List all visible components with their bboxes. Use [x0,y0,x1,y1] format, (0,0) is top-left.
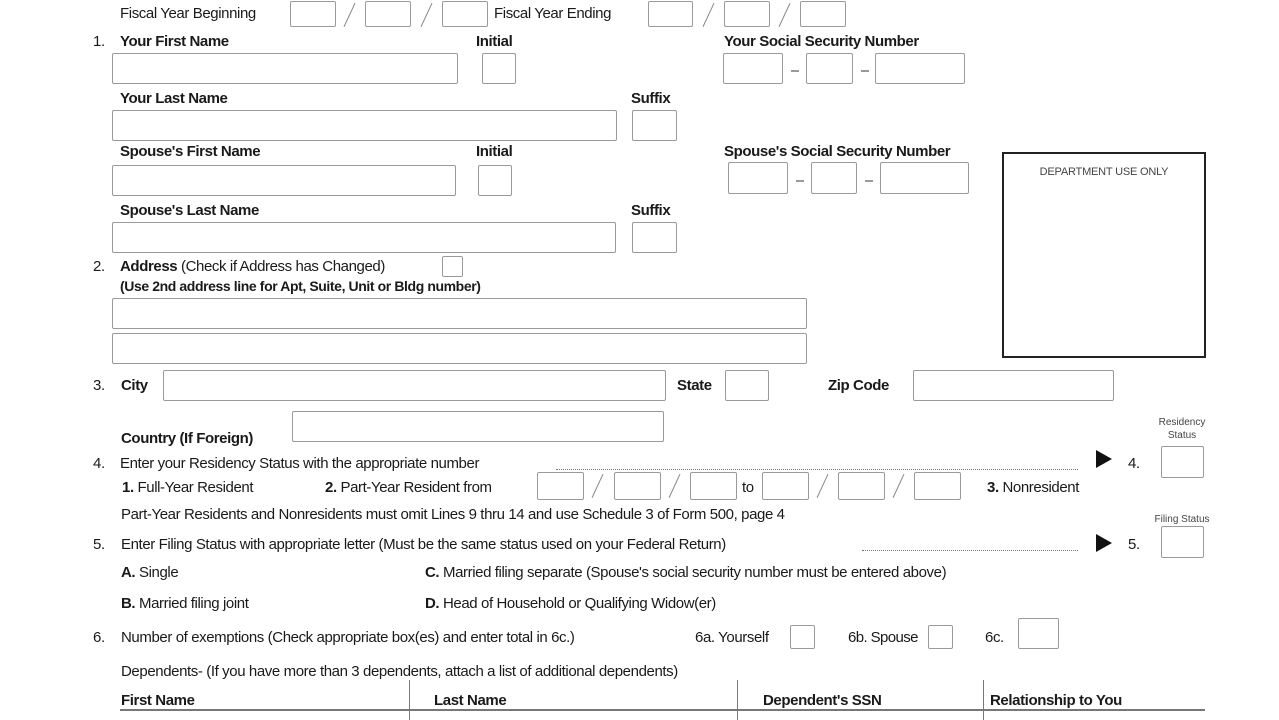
fiscal-begin-day-input[interactable] [365,1,411,27]
spouse-first-name-input[interactable] [112,165,456,196]
option-d-letter: D. [425,595,440,612]
residency-label-2: Status [1167,430,1197,441]
part-year-to-year-input[interactable] [914,472,961,500]
city-label: City [121,377,148,394]
address-changed-checkbox[interactable] [442,256,463,277]
address-label [120,259,385,274]
line-4-box-label: 4. [1128,455,1140,472]
option-c-letter: C. [425,564,440,581]
ssn-part3-input[interactable] [875,53,965,84]
residency-status-input[interactable] [1161,446,1204,478]
last-name-label: Your Last Name [120,90,228,107]
spouse-last-name-input[interactable] [112,222,616,253]
option-2-number: 2. [325,479,337,496]
fiscal-end-year-input[interactable] [800,1,846,27]
slash [669,474,681,498]
option-1-text: Full-Year Resident [133,479,254,496]
dotted-leader [862,550,1078,551]
option-part-year [325,480,492,495]
fiscal-begin-year-input[interactable] [442,1,488,27]
address-changed-note: (Check if Address has Changed) [177,258,385,275]
line-5-box-label: 5. [1128,536,1140,553]
exemption-total-input[interactable] [1018,618,1059,649]
initial-label: Initial [476,33,513,50]
exemption-yourself-label: 6a. Yourself [695,629,769,646]
spouse-last-name-label: Spouse's Last Name [120,202,259,219]
option-c-text: Married filing separate (Spouse's social security number must be entered above) [439,564,947,581]
exemptions-instruction: Number of exemptions (Check appropriate box(es) and enter total in 6c.) [121,629,575,646]
residency-status-side-label [1150,416,1214,442]
filing-option-b [121,596,249,611]
dependents-note: Dependents- (If you have more than 3 dependents, attach a list of additional dependents) [121,663,678,680]
option-nonresident [987,480,1079,495]
slash [779,3,791,27]
option-full-year [122,480,253,495]
first-name-input[interactable] [112,53,458,84]
country-input[interactable] [292,411,664,442]
part-year-note: Part-Year Residents and Nonresidents must omit Lines 9 thru 14 and use Schedule 3 of Form 500, page 4 [121,506,785,523]
spouse-ssn-part3-input[interactable] [880,162,969,194]
suffix-label: Suffix [631,90,671,107]
option-a-text: Single [135,564,179,581]
residency-label-1: Residency [1158,417,1206,428]
line-6-number: 6. [93,629,105,646]
option-b-letter: B. [121,595,136,612]
slash [817,474,829,498]
ssn-part2-input[interactable] [806,53,853,84]
first-name-label: Your First Name [120,33,229,50]
dash [865,180,873,182]
filing-status-input[interactable] [1161,526,1204,558]
spouse-ssn-part2-input[interactable] [811,162,857,194]
option-b-text: Married filing joint [135,595,249,612]
department-use-only-box [1002,152,1206,358]
spouse-initial-label: Initial [476,143,513,160]
residency-instruction: Enter your Residency Status with the appropriate number [120,455,480,472]
exemption-spouse-checkbox[interactable] [928,625,953,649]
fiscal-year-beginning-label: Fiscal Year Beginning [120,5,256,22]
filing-option-c [425,565,946,580]
address-line-2-input[interactable] [112,333,807,364]
ssn-part1-input[interactable] [723,53,783,84]
slash [592,474,604,498]
spouse-ssn-label: Spouse's Social Security Number [724,143,951,160]
slash [893,474,905,498]
zip-code-input[interactable] [913,370,1114,401]
option-1-number: 1. [122,479,134,496]
header-underline [120,709,1205,711]
option-2-text: Part-Year Resident from [336,479,492,496]
part-year-to-day-input[interactable] [838,472,885,500]
state-input[interactable] [725,370,769,401]
filing-option-d [425,596,716,611]
address-label-bold: Address [120,258,178,275]
suffix-input[interactable] [632,110,677,141]
spouse-initial-input[interactable] [478,165,512,196]
filing-option-a [121,565,178,580]
fiscal-begin-month-input[interactable] [290,1,336,27]
spouse-suffix-label: Suffix [631,202,671,219]
initial-input[interactable] [482,53,516,84]
dash [796,180,804,182]
fiscal-end-day-input[interactable] [724,1,770,27]
column-divider [983,680,984,720]
part-year-from-month-input[interactable] [537,472,584,500]
department-use-only-label: DEPARTMENT USE ONLY [1039,166,1169,178]
option-3-text: Nonresident [998,479,1079,496]
option-a-letter: A. [121,564,136,581]
state-label: State [677,377,712,394]
to-label: to [742,479,754,496]
dash [791,70,799,72]
filing-status-instruction: Enter Filing Status with appropriate letter (Must be the same status used on your Federal Return) [121,536,726,553]
column-divider [409,680,410,720]
dotted-leader [556,469,1078,470]
line-1-number: 1. [93,33,105,50]
dash [861,70,869,72]
part-year-from-year-input[interactable] [690,472,737,500]
spouse-first-name-label: Spouse's First Name [120,143,261,160]
slash [344,3,356,27]
spouse-ssn-part1-input[interactable] [728,162,788,194]
line-5-number: 5. [93,536,105,553]
part-year-from-day-input[interactable] [614,472,661,500]
spouse-suffix-input[interactable] [632,222,677,253]
line-4-number: 4. [93,455,105,472]
line-3-number: 3. [93,377,105,394]
address-line-1-input[interactable] [112,298,807,329]
option-d-text: Head of Household or Qualifying Widow(er) [439,595,716,612]
part-year-to-month-input[interactable] [762,472,809,500]
line-2-number: 2. [93,258,105,275]
column-first-name: First Name [121,692,195,709]
address-sub-note: (Use 2nd address line for Apt, Suite, Unit or Bldg number) [120,278,481,294]
column-divider [737,680,738,720]
arrow-right-icon [1096,450,1112,468]
last-name-input[interactable] [112,110,617,141]
option-3-number: 3. [987,479,999,496]
country-label: Country (If Foreign) [121,430,253,447]
exemption-spouse-label: 6b. Spouse [848,629,918,646]
fiscal-year-ending-label: Fiscal Year Ending [494,5,612,22]
fiscal-end-month-input[interactable] [648,1,693,27]
column-last-name: Last Name [434,692,507,709]
city-input[interactable] [163,370,666,401]
ssn-label: Your Social Security Number [724,33,919,50]
column-dependent-ssn: Dependent's SSN [763,692,882,709]
zip-code-label: Zip Code [828,377,889,394]
column-relationship: Relationship to You [990,692,1122,709]
arrow-right-icon [1096,534,1112,552]
slash [703,3,715,27]
filing-status-side-label: Filing Status [1154,514,1210,525]
exemption-total-label: 6c. [985,629,1004,646]
slash [421,3,433,27]
exemption-yourself-checkbox[interactable] [790,625,815,649]
